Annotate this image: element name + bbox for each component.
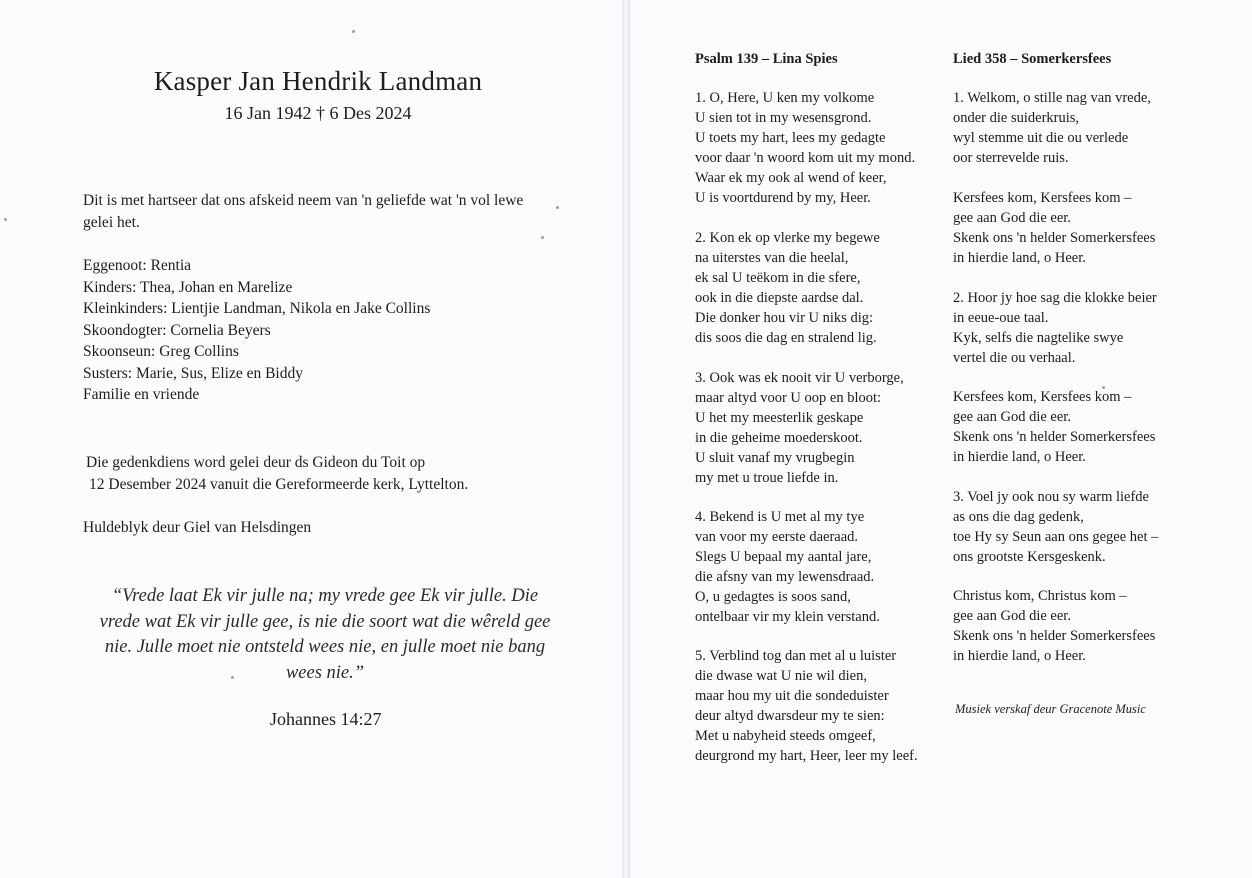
stanza-line: in hierdie land, o Heer.: [953, 647, 1086, 664]
scripture-reference: Johannes 14:27: [270, 709, 382, 729]
stanza-line: Met u nabyheid steeds omgeef,: [695, 727, 876, 744]
left-page: [0, 0, 622, 878]
stanza-line: in eeue-oue taal.: [953, 309, 1049, 326]
stanza-line: ek sal U teëkom in die sfere,: [695, 269, 861, 286]
family-children: Kinders: Thea, Johan en Marelize: [83, 278, 293, 296]
stanza-line: U sluit vanaf my vrugbegin: [695, 449, 855, 466]
stanza-line: Kersfees kom, Kersfees kom –: [953, 389, 1132, 405]
stanza-line: die afsny van my lewensdraad.: [695, 568, 875, 585]
stanza-line: gee aan God die eer.: [953, 408, 1071, 425]
stanza-line: ons grootste Kersgeskenk.: [953, 548, 1106, 565]
stanza-line: Die donker hou vir U niks dig:: [695, 309, 874, 326]
stanza-line: U sien tot in my wesensgrond.: [695, 109, 872, 126]
stanza-line: ontelbaar vir my klein verstand.: [695, 608, 880, 625]
stanza-line: Skenk ons 'n helder Somerkersfees: [953, 229, 1156, 246]
page-fold: [622, 0, 630, 878]
song-heading: Lied 358 – Somerkersfees: [953, 51, 1112, 67]
stanza-line: in hierdie land, o Heer.: [953, 249, 1086, 266]
stanza-line: 2. Hoor jy hoe sag die klokke beier: [953, 290, 1157, 306]
stanza-line: Kyk, selfs die nagtelike swye: [953, 329, 1124, 346]
stanza-line: van voor my eerste daeraad.: [695, 528, 859, 545]
stanza-line: O, u gedagtes is soos sand,: [695, 588, 851, 605]
deceased-name: Kasper Jan Hendrik Landman: [153, 66, 483, 96]
psalm-stanza-1: [695, 89, 915, 208]
scan-speck: [231, 676, 234, 679]
stanza-line: maar altyd voor U oop en bloot:: [695, 389, 882, 406]
stanza-line: 3. Voel jy ook nou sy warm liefde: [953, 489, 1149, 505]
stanza-line: 5. Verblind tog dan met al u luister: [695, 648, 897, 664]
intro-text: Dit is met hartseer dat ons afskeid neem van 'n geliefde wat 'n vol lewe gelei het.: [83, 192, 524, 231]
scan-speck: [1102, 386, 1105, 389]
scan-speck: [556, 206, 559, 209]
stanza-line: die dwase wat U nie wil dien,: [695, 667, 867, 684]
family-grandchildren: Kleinkinders: Lientjie Landman, Nikola en Jake Collins: [83, 300, 431, 317]
service-details: [86, 452, 526, 495]
stanza-line: in die geheime moederskoot.: [695, 429, 863, 446]
psalm-stanza-2: [695, 229, 880, 348]
stanza-line: onder die suiderkruis,: [953, 109, 1080, 126]
song-stanza-3: [953, 289, 1157, 369]
stanza-line: deurgrond my hart, Heer, leer my leef.: [695, 747, 918, 764]
stanza-line: my met u troue liefde in.: [695, 469, 839, 486]
family-son-in-law: Skoonseun: Greg Collins: [83, 343, 239, 360]
tribute-line: Huldeblyk deur Giel van Helsdingen: [83, 519, 312, 536]
stanza-line: U is voortdurend by my, Heer.: [695, 189, 871, 206]
stanza-line: U het my meesterlik geskape: [695, 409, 864, 426]
stanza-line: ook in die diepste aardse dal.: [695, 289, 864, 306]
stanza-line: vertel die ou verhaal.: [953, 349, 1076, 366]
stanza-line: gee aan God die eer.: [953, 209, 1071, 226]
song-stanza-5: [953, 488, 1158, 568]
stanza-line: 1. Welkom, o stille nag van vrede,: [953, 90, 1151, 106]
stanza-line: 1. O, Here, U ken my volkome: [695, 90, 875, 106]
stanza-line: Kersfees kom, Kersfees kom –: [953, 190, 1132, 206]
stanza-line: dis soos die dag en stralend lig.: [695, 329, 877, 346]
stanza-line: Skenk ons 'n helder Somerkersfees: [953, 627, 1156, 644]
scan-speck: [4, 218, 7, 221]
service-line-2: 12 Desember 2024 vanuit die Gereformeerde kerk, Lyttelton.: [89, 475, 469, 493]
stanza-line: Waar ek my ook al wend of keer,: [695, 169, 887, 186]
family-friends: Familie en vriende: [83, 386, 200, 403]
service-line-1: Die gedenkdiens word gelei deur ds Gideon du Toit op: [86, 454, 426, 471]
song-stanza-4: [953, 388, 1155, 468]
song-stanza-6: [953, 587, 1155, 667]
stanza-line: deur altyd dwarsdeur my te sien:: [695, 707, 885, 724]
psalm-stanza-3: [695, 369, 904, 488]
stanza-line: oor sterrevelde ruis.: [953, 149, 1069, 166]
stanza-line: toe Hy sy Seun aan ons gegee het –: [953, 528, 1159, 545]
stanza-line: 2. Kon ek op vlerke my begewe: [695, 230, 880, 246]
stanza-line: Slegs U bepaal my aantal jare,: [695, 548, 872, 565]
stanza-line: as ons die dag gedenk,: [953, 508, 1084, 525]
stanza-line: gee aan God die eer.: [953, 607, 1071, 624]
stanza-line: U toets my hart, lees my gedagte: [695, 129, 886, 146]
stanza-line: 4. Bekend is U met al my tye: [695, 509, 865, 525]
stanza-line: na uiterstes van die heelal,: [695, 249, 849, 266]
stanza-line: in hierdie land, o Heer.: [953, 448, 1086, 465]
life-dates: 16 Jan 1942 † 6 Des 2024: [224, 103, 412, 123]
music-credit: Musiek verskaf deur Gracenote Music: [955, 702, 1146, 716]
song-stanza-2: [953, 189, 1155, 269]
scripture-quote: “Vrede laat Ek vir julle na; my vrede gee Ek vir julle. Die vrede wat Ek vir julle gee, is nie die soort wat die wêreld gee nie. Julle moet nie ontsteld wees nie, en julle moet nie bang wees nie.”: [99, 586, 551, 683]
song-stanza-1: [953, 89, 1151, 169]
stanza-line: wyl stemme uit die ou verlede: [953, 129, 1129, 146]
family-spouse: Eggenoot: Rentia: [83, 257, 192, 274]
psalm-stanza-4: [695, 508, 880, 627]
stanza-line: maar hou my uit die sondeduister: [695, 687, 889, 704]
scan-speck: [352, 30, 355, 33]
family-list: [83, 255, 430, 406]
stanza-line: 3. Ook was ek nooit vir U verborge,: [695, 370, 904, 386]
family-sisters: Susters: Marie, Sus, Elize en Biddy: [83, 364, 303, 382]
scan-speck: [541, 236, 544, 239]
stanza-line: Christus kom, Christus kom –: [953, 588, 1127, 604]
stanza-line: Skenk ons 'n helder Somerkersfees: [953, 428, 1156, 445]
psalm-heading: Psalm 139 – Lina Spies: [695, 51, 838, 67]
family-daughter-in-law: Skoondogter: Cornelia Beyers: [83, 321, 271, 339]
stanza-line: voor daar 'n woord kom uit my mond.: [695, 149, 916, 166]
psalm-stanza-5: [695, 647, 918, 766]
